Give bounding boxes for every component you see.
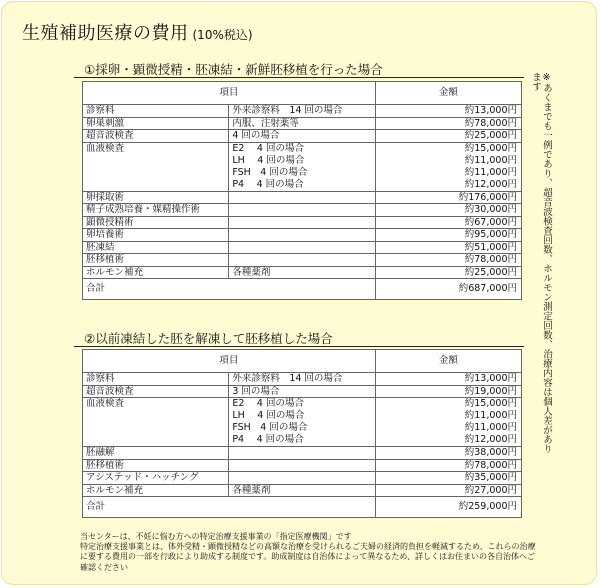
- amount-cell: 約78,000円: [375, 254, 521, 267]
- table-row: [83, 373, 522, 386]
- item-cell: 卵採取術: [83, 191, 229, 204]
- sub-detail: E2 4 回の場合: [232, 142, 304, 154]
- item-cell: アシステッド・ハッチング: [83, 472, 229, 485]
- detail-cell: [229, 254, 375, 267]
- item-cell: ホルモン補充: [83, 484, 229, 497]
- section1-underline: [74, 77, 524, 78]
- sub-detail: P4 4 回の場合: [232, 434, 304, 445]
- sub-amount: 約15,000円: [464, 142, 517, 154]
- sub-detail: LH 4 回の場合: [232, 154, 305, 166]
- detail-cell: [229, 447, 375, 460]
- sub-amount: 約11,000円: [464, 166, 517, 178]
- table-row: [83, 229, 522, 242]
- footer: [80, 532, 540, 573]
- sub-detail: FSH 4 回の場合: [232, 166, 308, 178]
- amount-cell: 約25,000円: [375, 266, 521, 279]
- table-row: [83, 266, 522, 279]
- sub-amount: 約11,000円: [464, 410, 517, 421]
- detail-cell: [229, 229, 375, 242]
- detail-cell: 3 回の場合: [229, 385, 375, 398]
- table-row: [83, 447, 522, 460]
- item-cell: 超音波検査: [83, 385, 229, 398]
- detail-cell: 各種薬剤: [229, 266, 375, 279]
- item-cell: 卵培養術: [83, 229, 229, 242]
- total-amount: 約687,000円: [375, 279, 521, 300]
- tax-note: (10%税込): [192, 28, 253, 42]
- amount-cell: 約38,000円: [375, 447, 521, 460]
- detail-cell: 4 回の場合: [229, 130, 375, 143]
- section1-table: [82, 81, 522, 300]
- item-cell: 血液検査: [83, 398, 229, 447]
- header-item: 項目: [83, 350, 376, 373]
- table-row: [83, 398, 522, 447]
- total-row: [83, 279, 522, 300]
- amount-cell: 約176,000円: [375, 191, 521, 204]
- section2-underline: [74, 346, 524, 347]
- table-row: [83, 216, 522, 229]
- table-row: [83, 191, 522, 204]
- item-cell: ホルモン補充: [83, 266, 229, 279]
- amount-cell: 約30,000円: [375, 204, 521, 217]
- section2-table: [82, 349, 522, 518]
- header-amount: 金額: [375, 82, 521, 105]
- item-cell: 胚凍結: [83, 241, 229, 254]
- item-cell: 精子成熟培養・媒精操作術: [83, 204, 229, 217]
- amount-cell: 約27,000円: [375, 484, 521, 497]
- detail-cell: 外来診察料 14 回の場合: [229, 373, 375, 386]
- total-row: [83, 497, 522, 518]
- item-cell: 卵巣刺激: [83, 117, 229, 130]
- table-row: [83, 117, 522, 130]
- amount-cell: 約19,000円: [375, 385, 521, 398]
- sub-amount: 約11,000円: [464, 154, 517, 166]
- page-title: 生殖補助医療の費用 (10%税込): [22, 23, 253, 44]
- sub-detail: LH 4 回の場合: [232, 410, 305, 421]
- header-amount: 金額: [375, 350, 521, 373]
- item-cell: 診察料: [83, 105, 229, 118]
- item-cell: 血液検査: [83, 142, 229, 191]
- side-note: ※あくまでも一例であり、超音波検査回数、ホルモン測定回数、治療内容は個人差があります: [530, 72, 552, 454]
- fee-card: [1, 1, 597, 585]
- table-row: [83, 472, 522, 485]
- detail-cell: [229, 398, 375, 447]
- sub-amount: 約15,000円: [464, 398, 517, 409]
- table-row: [83, 484, 522, 497]
- amount-cell: 約25,000円: [375, 130, 521, 143]
- amount-cell: 約13,000円: [375, 373, 521, 386]
- table-row: [83, 385, 522, 398]
- sub-amount: 約12,000円: [464, 178, 517, 190]
- table-row: [83, 204, 522, 217]
- amount-cell: 約95,000円: [375, 229, 521, 242]
- sub-detail: P4 4 回の場合: [232, 178, 304, 190]
- footer-line2: 特定治療支援事業とは、体外受精・顕微授精などの高額な治療を受けられるご夫婦の経済的負担を軽減するため、これらの治療に要する費用の一部を行政により助成する制度です。助成制度は自治体によって異なるため、詳しくはお住まいの各自治体へご確認ください: [80, 542, 536, 572]
- detail-cell: [229, 241, 375, 254]
- detail-cell: [229, 472, 375, 485]
- total-label: 合計: [83, 279, 376, 300]
- sub-detail: FSH 4 回の場合: [232, 422, 308, 433]
- detail-cell: [229, 191, 375, 204]
- amount-cell: 約51,000円: [375, 241, 521, 254]
- item-cell: 胚移植術: [83, 459, 229, 472]
- detail-cell: [229, 142, 375, 191]
- amount-cell: 約78,000円: [375, 117, 521, 130]
- detail-cell: 各種薬剤: [229, 484, 375, 497]
- total-label: 合計: [83, 497, 376, 518]
- section2-heading: ②以前凍結した胚を解凍して胚移植した場合: [84, 331, 333, 346]
- amount-cell: 約78,000円: [375, 459, 521, 472]
- detail-cell: [229, 459, 375, 472]
- sub-detail: E2 4 回の場合: [232, 398, 304, 409]
- detail-cell: 外来診察料 14 回の場合: [229, 105, 375, 118]
- table-row: [83, 142, 522, 191]
- item-cell: 診察料: [83, 373, 229, 386]
- table-row: [83, 459, 522, 472]
- amount-cell: 約35,000円: [375, 472, 521, 485]
- amount-cell: [375, 398, 521, 447]
- table-row: [83, 130, 522, 143]
- detail-cell: 内服、注射薬等: [229, 117, 375, 130]
- section1-heading: ①採卵・顕微授精・胚凍結・新鮮胚移植を行った場合: [84, 62, 383, 77]
- amount-cell: [375, 142, 521, 191]
- amount-cell: 約13,000円: [375, 105, 521, 118]
- header-item: 項目: [83, 82, 376, 105]
- table-row: [83, 105, 522, 118]
- total-amount: 約259,000円: [375, 497, 521, 518]
- sub-amount: 約11,000円: [464, 422, 517, 433]
- table-row: [83, 241, 522, 254]
- detail-cell: [229, 216, 375, 229]
- item-cell: 超音波検査: [83, 130, 229, 143]
- footer-line1: 当センターは、不妊に悩む方への特定治療支援事業の「指定医療機関」です: [80, 532, 352, 541]
- item-cell: 顕微授精術: [83, 216, 229, 229]
- item-cell: 胚融解: [83, 447, 229, 460]
- item-cell: 胚移植術: [83, 254, 229, 267]
- sub-amount: 約12,000円: [464, 434, 517, 445]
- detail-cell: [229, 204, 375, 217]
- table-row: [83, 254, 522, 267]
- amount-cell: 約67,000円: [375, 216, 521, 229]
